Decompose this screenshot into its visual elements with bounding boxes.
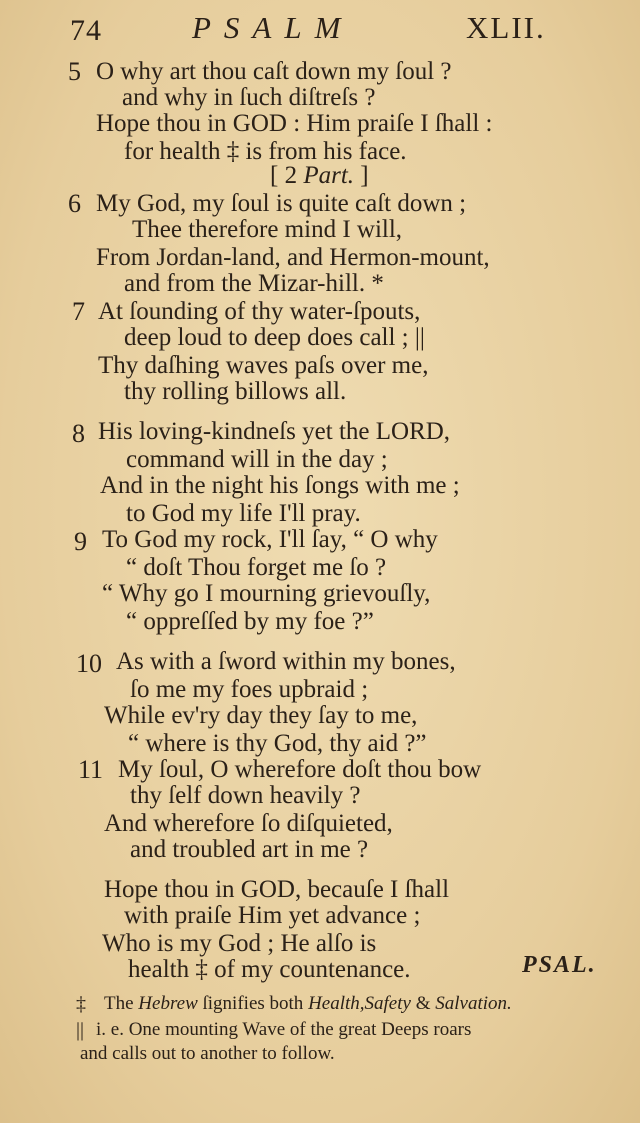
- verse-line: “ Why go I mourning grievouſly,: [102, 580, 431, 607]
- verse-line: thy ſelf down heavily ?: [130, 782, 361, 809]
- verse-line: His loving-kindneſs yet the LORD,: [98, 418, 451, 445]
- verse-line: Hope thou in GOD : Him praiſe I ſhall :: [96, 110, 493, 137]
- verse-number: 7: [72, 297, 85, 326]
- verse-line: “ doſt Thou forget me ſo ?: [126, 554, 387, 581]
- verse-line: And wherefore ſo diſquieted,: [104, 810, 393, 837]
- part-heading: [ 2 Part. ]: [270, 162, 369, 189]
- verse-number: 11: [78, 755, 104, 784]
- verse-number: 9: [74, 527, 87, 556]
- verse-number: 6: [68, 189, 81, 218]
- running-header: [70, 6, 600, 46]
- footnote-mark: ‡: [76, 993, 86, 1015]
- verse-number: 8: [72, 419, 85, 448]
- refrain-line: with praiſe Him yet advance ;: [124, 902, 421, 929]
- verse-line: command will in the day ;: [126, 446, 388, 473]
- running-title: PSALM: [192, 10, 354, 45]
- verse-line: and from the Mizar-hill. *: [124, 270, 384, 297]
- footnote-line: and calls out to another to follow.: [80, 1043, 335, 1064]
- verse-line: From Jordan-land, and Hermon-mount,: [96, 244, 490, 271]
- verse-line: O why art thou caſt down my ſoul ?: [96, 58, 452, 85]
- verse-line: My ſoul, O wherefore doſt thou bow: [118, 756, 482, 783]
- verse-line: As with a ſword within my bones,: [116, 648, 456, 675]
- footnote-mark: ||: [76, 1019, 85, 1041]
- verse-line: “ where is thy God, thy aid ?”: [128, 730, 427, 757]
- page-number: 74: [70, 14, 102, 47]
- verse-line: And in the night his ſongs with me ;: [100, 472, 460, 499]
- refrain-line: health ‡ of my countenance.: [128, 956, 411, 983]
- verse-line: Thee therefore mind I will,: [132, 216, 403, 243]
- verse-line: deep loud to deep does call ; ||: [124, 324, 425, 351]
- verse-line: ſo me my foes upbraid ;: [130, 676, 369, 703]
- verse-line: My God, my ſoul is quite caſt down ;: [96, 190, 467, 217]
- verse-line: and troubled art in me ?: [130, 836, 369, 863]
- refrain-line: Who is my God ; He alſo is: [102, 930, 377, 957]
- verse-line: While ev'ry day they ſay to me,: [104, 702, 418, 729]
- verse-line: to God my life I'll pray.: [126, 500, 361, 527]
- verse-line: At ſounding of thy water-ſpouts,: [98, 298, 421, 325]
- footnote-line: i. e. One mounting Wave of the great Deeps roars: [96, 1019, 472, 1040]
- verse-number: 10: [76, 649, 102, 678]
- verse-line: To God my rock, I'll ſay, “ O why: [102, 526, 438, 553]
- verse-number: 5: [68, 57, 81, 86]
- psalm-number: XLII.: [466, 10, 546, 45]
- verse-line: for health ‡ is from his face.: [124, 138, 407, 165]
- catchword: PSAL.: [522, 952, 597, 978]
- verse-line: and why in ſuch diſtreſs ?: [122, 84, 376, 111]
- verse-line: “ oppreſſed by my foe ?”: [126, 608, 374, 635]
- footnote: The Hebrew ſignifies both Health,Safety & Salvation.: [104, 993, 512, 1014]
- verse-line: Thy daſhing waves paſs over me,: [98, 352, 429, 379]
- verse-line: thy rolling billows all.: [124, 378, 347, 405]
- refrain-line: Hope thou in GOD, becauſe I ſhall: [104, 876, 450, 903]
